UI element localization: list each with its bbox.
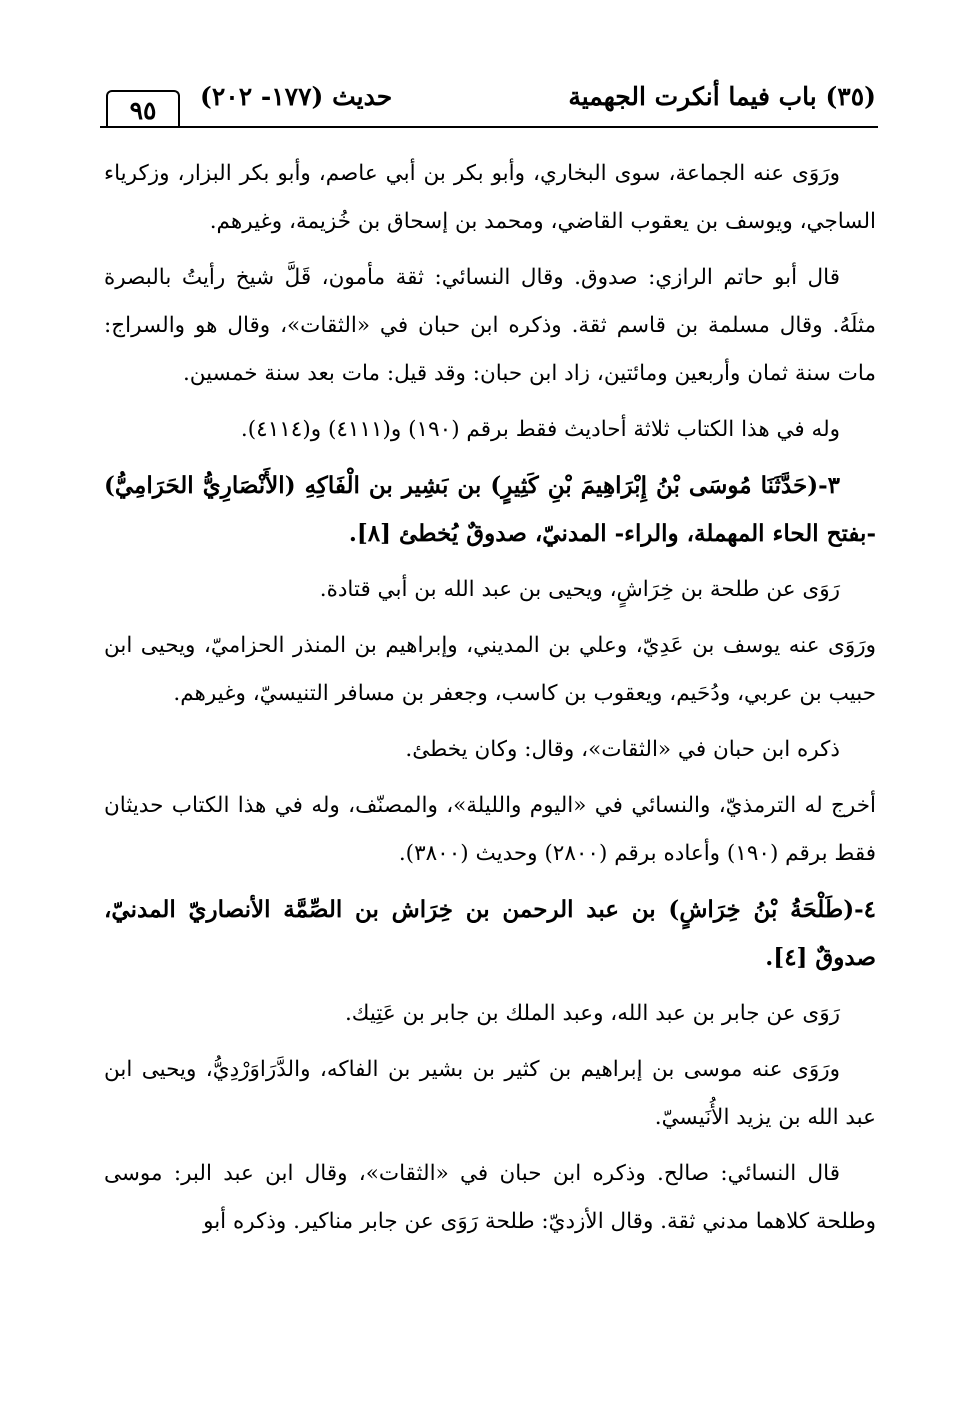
paragraph-hadith-count: وله في هذا الكتاب ثلاثة أحاديث فقط برقم (١٩٠) و(٤١١١) و(٤١١٤).: [240, 417, 840, 442]
paragraph-musa-hadith-count: أخرج له الترمذيّ، والنسائي في «اليوم والليلة»، والمصنّف، وله في هذا الكتاب حديثان فقط برقم (١٩٠) وأعاده برقم (٢٨٠٠) وحديث (٣٨٠٠).: [104, 793, 876, 866]
paragraph-grading: قال أبو حاتم الرازي: صدوق. وقال النسائي: ثقة مأمون، قَلَّ شيخ رأيتُ بالبصرة مثلَهُ. وقال مسلمة بن قاسم ثقة. وذكره ابن حبان في «الثقات»، وقال هو والسراج: مات سنة ثمان وأربعين ومائتين، زاد ابن حبان: وقد قيل: مات بعد سنة خمسين.: [104, 265, 876, 386]
header-rule: [100, 126, 878, 128]
running-subtitle: حديث (١٧٧- ٢٠٢): [200, 82, 393, 111]
page-header: [100, 78, 878, 128]
paragraph-talha-narrated-from: رَوَى عن جابر بن عبد الله، وعبد الملك بن جابر بن عَتِيك.: [344, 1001, 840, 1026]
paragraph-musa-grading: ذكره ابن حبان في «الثقات»، وقال: وكان يخطئ.: [405, 737, 840, 762]
body-text: [104, 150, 876, 1254]
paragraph-talha-narrators-from: ورَوَى عنه موسى بن إبراهيم بن كثير بن بشير بن الفاكه، والدَّرَاوَرْدِيُّ، ويحيى ابن عبد الله بن يزيد الأُنَيسيّ.: [104, 1057, 876, 1130]
paragraph-talha-grading: قال النسائي: صالح. وذكره ابن حبان في «الثقات»، وقال ابن عبد البر: موسى وطلحة كلاهما مدني ثقة. وقال الأزديّ: طلحة رَوَى عن جابر مناكير. وذكره أبو: [104, 1161, 876, 1234]
page-number: ٩٥: [106, 90, 180, 128]
paragraph-musa-narrators-from: ورَوَى عنه يوسف بن عَدِيّ، وعلي بن المديني، وإبراهيم بن المنذر الحزاميّ، ويحيى ابن حبيب بن عربي، ودُحَيم، ويعقوب بن كاسب، وجعفر بن مسافر التنيسيّ، وغيرهم.: [104, 633, 876, 706]
paragraph-musa-narrated-from: رَوَى عن طلحة بن خِرَاشٍ، ويحيى بن عبد الله بن أبي قتادة.: [319, 577, 840, 602]
narrator-heading-musa: ٣-(حَدَّثَنَا مُوسَى بْنُ إِبْرَاهِيمَ بْنِ كَثِيرٍ) بن بَشِير بن الْفَاكِهِ (الأَنْصَارِيُّ الحَرَامِيُّ) -بفتح الحاء المهملة، والراء- المدنيّ، صدوقٌ يُخطئ [٨].: [104, 472, 876, 547]
narrator-heading-talha: ٤-(طَلْحَةُ بْنُ خِرَاشٍ) بن عبد الرحمن بن خِرَاش بن الصِّمَّة الأنصاريّ المدنيّ، صدوقٌ [٤].: [104, 896, 876, 971]
paragraph-narrators-from: ورَوَى عنه الجماعة، سوى البخاري، وأبو بكر بن أبي عاصم، وأبو بكر البزار، وزكرياء الساجي، ويوسف بن يعقوب القاضي، ومحمد بن إسحاق بن خُزيمة، وغيرهم.: [104, 161, 876, 234]
running-title: (٣٥) باب فيما أنكرت الجهمية: [568, 82, 876, 111]
